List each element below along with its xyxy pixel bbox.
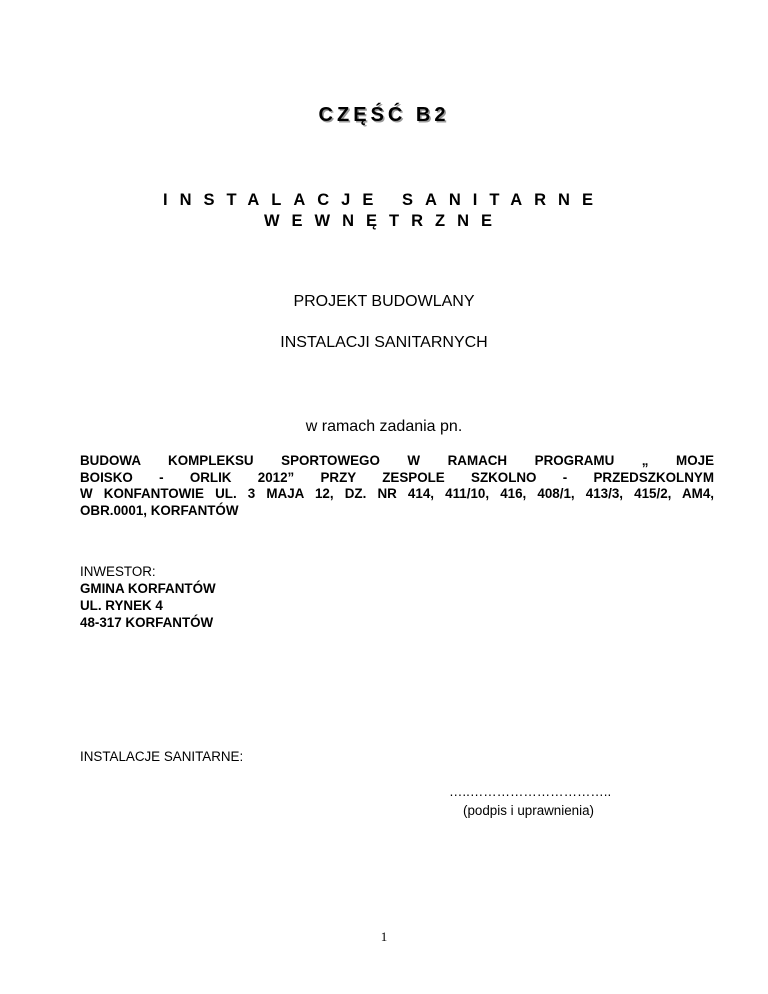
part-title: CZĘŚĆ B2 xyxy=(318,104,450,126)
section-title-line-2: WEWNĘTRZNE xyxy=(263,212,505,230)
signature-line: …..………………………….. xyxy=(449,784,612,799)
investor-label: INWESTOR: xyxy=(80,564,156,579)
investor-street: UL. RYNEK 4 xyxy=(80,598,163,613)
project-scope: INSTALACJI SANITARNYCH xyxy=(280,334,488,351)
investor-city: 48-317 KORFANTÓW xyxy=(80,615,214,630)
project-type: PROJEKT BUDOWLANY xyxy=(293,293,475,310)
task-line-4: OBR.0001, KORFANTÓW xyxy=(80,502,239,518)
task-description xyxy=(80,453,714,519)
section-title-line-1: INSTALACJE SANITARNE xyxy=(163,191,605,209)
task-intro: w ramach zadania pn. xyxy=(305,418,463,435)
task-line-3: W KONFANTOWIE UL. 3 MAJA 12, DZ. NR 414, 411/10, 416, 408/1, 413/3, 415/2, AM4, xyxy=(80,486,714,501)
sanitary-installations-label: INSTALACJE SANITARNE: xyxy=(80,749,244,764)
investor-name: GMINA KORFANTÓW xyxy=(80,581,216,596)
investor-block xyxy=(80,563,216,631)
signature-caption: (podpis i uprawnienia) xyxy=(463,803,595,818)
page-number: 1 xyxy=(380,929,388,944)
task-line-1: BUDOWA KOMPLEKSU SPORTOWEGO W RAMACH PROGRAMU „ MOJE xyxy=(80,453,714,468)
task-line-2: BOISKO - ORLIK 2012” PRZY ZESPOLE SZKOLNO - PRZEDSZKOLNYM xyxy=(80,469,714,485)
